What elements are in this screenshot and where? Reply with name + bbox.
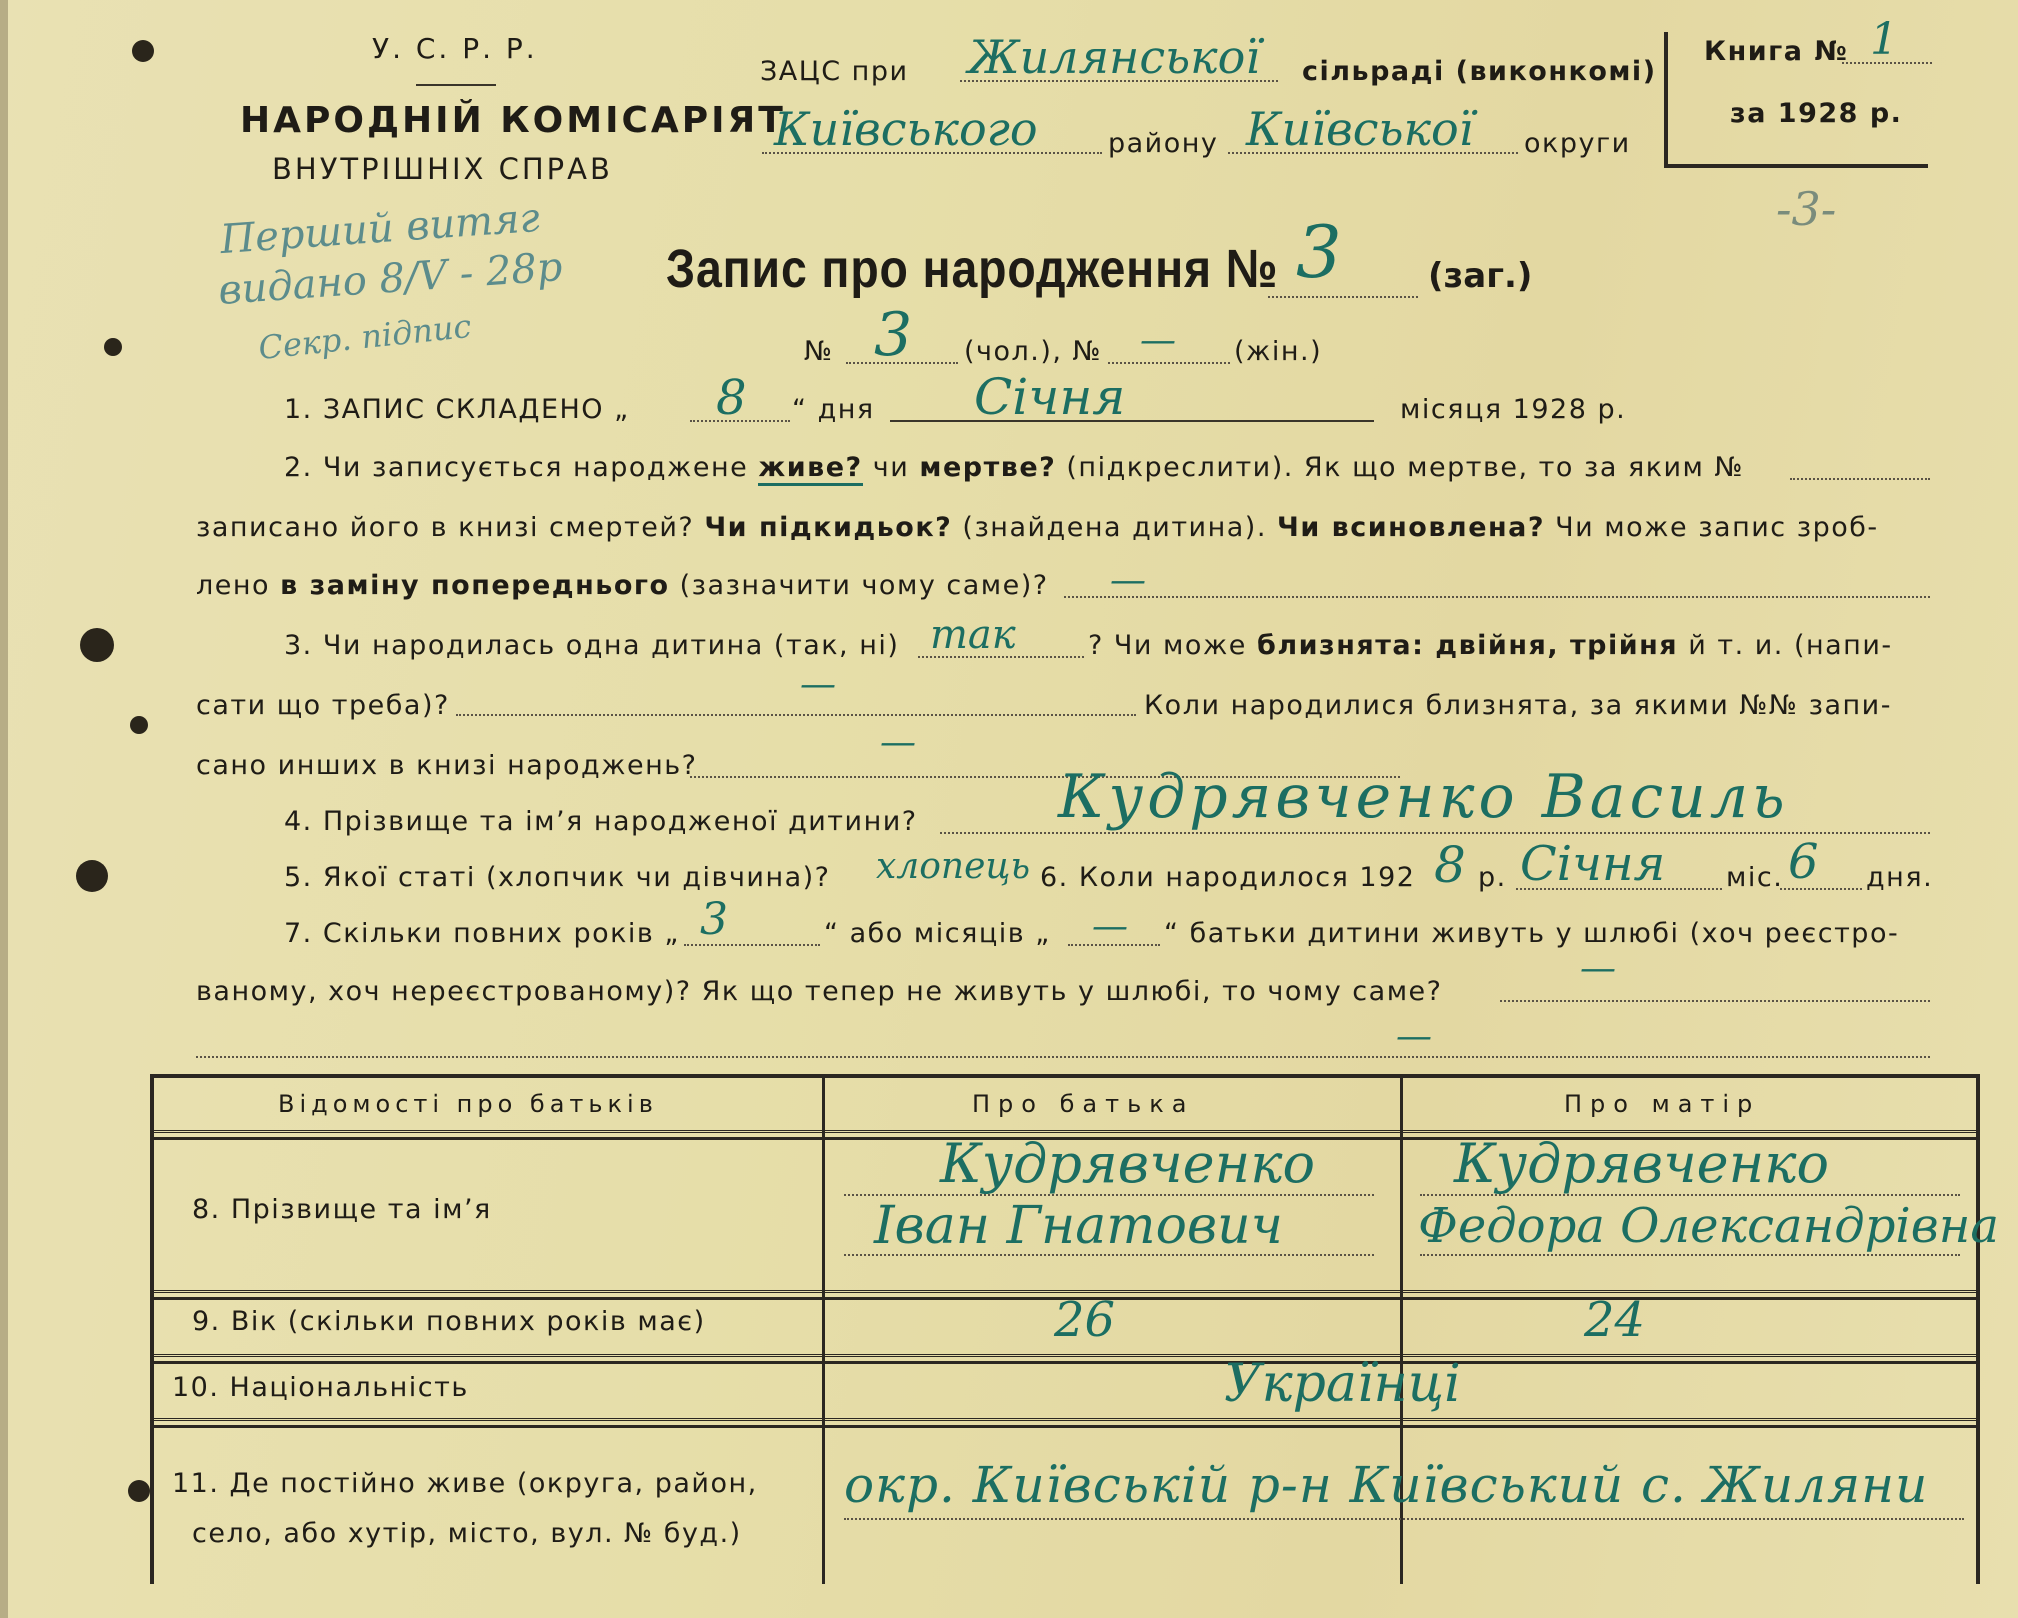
q1-suffix: місяця 1928 р. bbox=[1400, 394, 1627, 425]
row11-label-line2: село, або хутір, місто, вул. № буд.) bbox=[192, 1518, 742, 1549]
q2-text-c: (підкреслити). Як що мертве, то за яким № bbox=[1056, 452, 1745, 483]
q2-adopted: Чи всиновлена? bbox=[1277, 512, 1546, 543]
book-label: Книга № bbox=[1704, 36, 1849, 67]
okrug-value: Київської bbox=[1246, 102, 1474, 156]
q2-line2 bbox=[196, 512, 1879, 543]
punch-hole bbox=[76, 860, 108, 892]
q7-answer2: — bbox=[1396, 1016, 1432, 1057]
punch-hole bbox=[80, 628, 114, 662]
table-header-father: Про батька bbox=[972, 1090, 1195, 1118]
male-label: (чол.), № bbox=[964, 336, 1103, 367]
punch-hole bbox=[132, 40, 154, 62]
q2-line3 bbox=[196, 570, 1049, 601]
q7-months: — bbox=[1092, 906, 1128, 947]
q2-text-a: 2. Чи записується народжене bbox=[284, 452, 759, 483]
q5-value: хлопець bbox=[876, 846, 1031, 887]
q6-day-label: дня. bbox=[1866, 862, 1934, 893]
q3-line1-rest bbox=[1088, 630, 1893, 661]
sub-no-label: № bbox=[804, 336, 834, 367]
mother-age: 24 bbox=[1584, 1292, 1646, 1348]
q2-death-number-line bbox=[1790, 478, 1930, 480]
q2-text-f: Чи може запис зроб- bbox=[1545, 512, 1879, 543]
q2-text-g: лено bbox=[196, 570, 281, 601]
q4-line bbox=[940, 832, 1930, 834]
q3-line2a: сати що треба)? bbox=[196, 690, 450, 721]
q2-text-e: (знайдена дитина). bbox=[952, 512, 1277, 543]
book-number: 1 bbox=[1870, 14, 1898, 65]
male-number: 3 bbox=[874, 300, 913, 370]
okrug-label: округи bbox=[1524, 128, 1631, 159]
q6-year-digit: 8 bbox=[1434, 836, 1466, 894]
father-name-line1: Кудрявченко bbox=[940, 1132, 1315, 1195]
council-value: Жилянської bbox=[968, 30, 1261, 84]
row9-label: 9. Вік (скільки повних років має) bbox=[192, 1306, 706, 1337]
father-name-line2: Іван Гнатович bbox=[874, 1196, 1283, 1256]
q5-label: 5. Якої статі (хлопчик чи дівчина)? bbox=[284, 862, 831, 893]
q2-foundling: Чи підкидьок? bbox=[704, 512, 953, 543]
residence-line bbox=[844, 1518, 1964, 1520]
republic-label: У. С. Р. Р. bbox=[372, 32, 538, 65]
margin-note-line1: Перший витяг bbox=[218, 194, 542, 264]
q3-twins: близнята: двійня, трійня bbox=[1256, 630, 1679, 661]
mother-name-line2: Федора Олександрівна bbox=[1418, 1198, 1999, 1254]
q1-day: 8 bbox=[716, 370, 747, 426]
record-title: Запис про народження № bbox=[666, 239, 1279, 299]
q2-text-b: чи bbox=[862, 452, 920, 483]
q3-twins-line bbox=[456, 714, 1136, 716]
q7-answer: — bbox=[1580, 948, 1616, 989]
margin-note-line3: Секр. підпис bbox=[256, 306, 474, 368]
q7-reason-line2 bbox=[196, 1056, 1930, 1058]
q1-prefix: 1. ЗАПИС СКЛАДЕНО „ bbox=[284, 394, 630, 425]
q6-label: 6. Коли народилося 192 bbox=[1040, 862, 1416, 893]
q1-day-label: “ дня bbox=[792, 394, 875, 425]
nationality: Українці bbox=[1224, 1354, 1461, 1414]
commissariat-subtitle: ВНУТРІШНІХ СПРАВ bbox=[272, 152, 613, 186]
q3-twins-answer: — bbox=[800, 664, 836, 705]
mother-name-line1: Кудрявченко bbox=[1454, 1132, 1829, 1195]
q7-prefix: 7. Скільки повних років „ bbox=[284, 918, 680, 949]
table-header-mother: Про матір bbox=[1564, 1090, 1761, 1118]
q3-text-c: й т. и. (напи- bbox=[1678, 630, 1893, 661]
margin-note-line2: видано 8/V - 28р bbox=[216, 244, 564, 314]
record-number: 3 bbox=[1296, 210, 1342, 294]
q2-replace: в заміну попереднього bbox=[280, 570, 670, 601]
q6-year-suffix: р. bbox=[1478, 862, 1507, 893]
q2-text-d: записано його в книзі смертей? bbox=[196, 512, 705, 543]
q2-reason-line bbox=[1064, 596, 1930, 598]
book-box-left-rule bbox=[1664, 32, 1668, 168]
q1-month: Січня bbox=[974, 368, 1126, 426]
district-value: Київського bbox=[774, 102, 1038, 156]
q2-answer: — bbox=[1110, 560, 1146, 601]
q2-dead: мертве? bbox=[919, 452, 1057, 483]
q4-label: 4. Прізвище та ім’я народженої дитини? bbox=[284, 806, 918, 837]
q6-day: 6 bbox=[1788, 834, 1819, 890]
female-number: — bbox=[1140, 320, 1176, 361]
q3-answer: так bbox=[930, 612, 1016, 658]
row11-label-line1: 11. Де постійно живе (округа, район, bbox=[172, 1468, 758, 1499]
q3-line2b: Коли народилися близнята, за якими №№ запи- bbox=[1144, 690, 1892, 721]
zags-prefix: ЗАЦС при bbox=[760, 56, 909, 87]
table-col-divider-1 bbox=[822, 1078, 825, 1584]
punch-hole bbox=[104, 338, 122, 356]
q7-line1b: “ батьки дитини живуть у шлюбі (хоч реєстро- bbox=[1164, 918, 1900, 949]
row10-label: 10. Національність bbox=[172, 1372, 469, 1403]
q2-line1 bbox=[284, 452, 1744, 483]
table-row10-divider bbox=[154, 1418, 1976, 1428]
q6-month: Січня bbox=[1520, 836, 1666, 892]
commissariat-title: НАРОДНІЙ КОМІСАРІЯТ bbox=[240, 100, 786, 141]
book-box-bottom-rule bbox=[1664, 164, 1928, 168]
council-label: сільраді (виконкомі) bbox=[1302, 56, 1657, 87]
punch-hole bbox=[130, 716, 148, 734]
q3-line3: сано инших в книзі народжень? bbox=[196, 750, 698, 781]
q6-month-label: міс. bbox=[1726, 862, 1784, 893]
q7-reason-line bbox=[1500, 1000, 1930, 1002]
q1-month-line bbox=[890, 420, 1374, 422]
row8-label: 8. Прізвище та ім’я bbox=[192, 1194, 492, 1225]
mother-name-line2 bbox=[1420, 1254, 1960, 1256]
female-label: (жін.) bbox=[1234, 336, 1323, 367]
table-header-info: Відомості про батьків bbox=[278, 1090, 658, 1118]
q7-line2: ваному, хоч нереєстрованому)? Як що тепер не живуть у шлюбі, то чому саме? bbox=[196, 976, 1443, 1007]
q2-alive: живе? bbox=[758, 452, 862, 486]
district-label: району bbox=[1108, 128, 1219, 159]
father-age: 26 bbox=[1054, 1292, 1116, 1348]
header-divider bbox=[416, 84, 496, 86]
q3-other-answer: — bbox=[880, 722, 916, 763]
record-number-suffix: (заг.) bbox=[1428, 256, 1533, 296]
q7-mid: “ або місяців „ bbox=[824, 918, 1051, 949]
table-row9-divider bbox=[154, 1354, 1976, 1364]
book-year: за 1928 р. bbox=[1730, 98, 1903, 129]
book-mark: -3- bbox=[1776, 182, 1837, 236]
parents-table bbox=[150, 1074, 1999, 1584]
punch-hole bbox=[128, 1480, 150, 1502]
q3-text-b: ? Чи може bbox=[1088, 630, 1257, 661]
q3-line1a: 3. Чи народилась одна дитина (так, ні) bbox=[284, 630, 900, 661]
page-edge bbox=[0, 0, 8, 1618]
residence: окр. Київській р-н Київський с. Жиляни bbox=[844, 1456, 1929, 1514]
female-number-line bbox=[1108, 362, 1230, 364]
q7-years: 3 bbox=[700, 894, 728, 945]
q2-text-h: (зазначити чому саме)? bbox=[669, 570, 1049, 601]
title-number-line bbox=[1268, 296, 1418, 298]
q4-value: Кудрявченко Василь bbox=[1058, 762, 1789, 832]
